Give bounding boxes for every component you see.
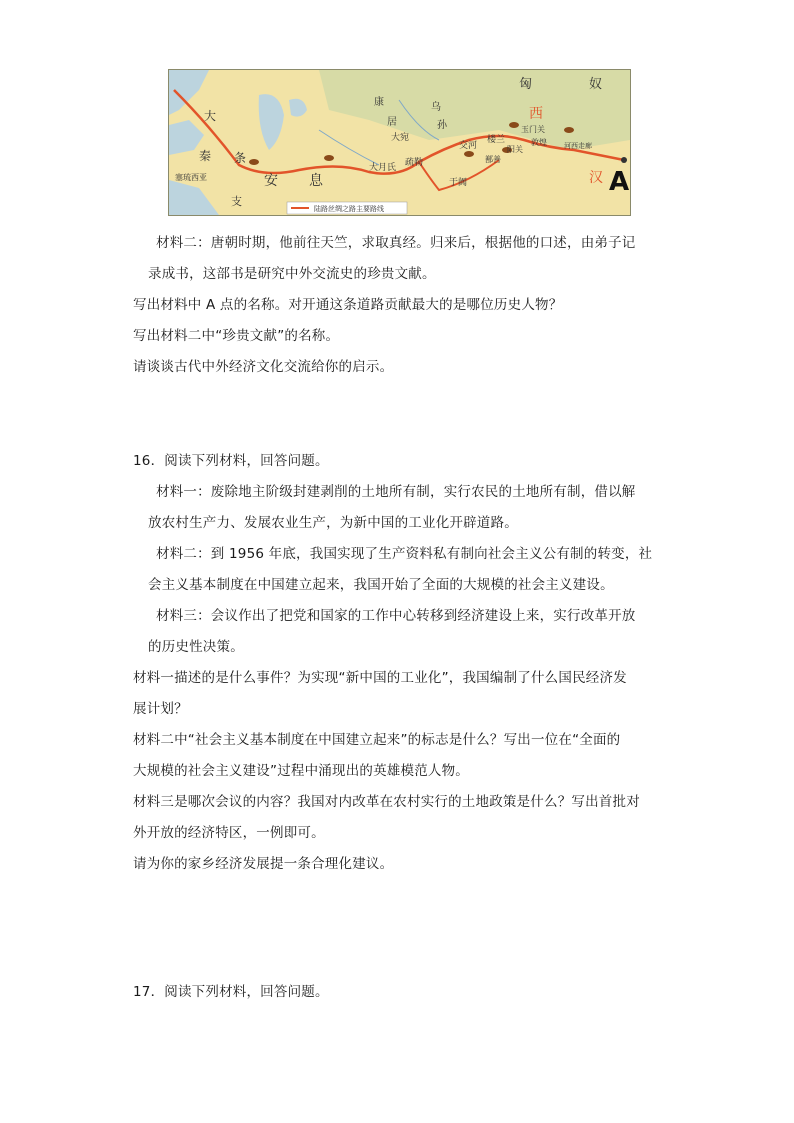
question-16-3-line-1: 材料三是哪次会议的内容？我国对内改革在农村实行的土地政策是什么？写出首批对 [133,794,640,810]
question-enlightenment: 请谈谈古代中外经济文化交流给你的启示。 [133,359,394,375]
label-xihan-xi: 西 [529,106,543,122]
point-a-marker [621,157,627,163]
label-shule: 疏勒 [405,158,424,168]
question-point-a: 写出材料中 A 点的名称。对开通这条道路贡献最大的是哪位历史人物？ [133,297,563,313]
paragraph-16-material-1-line-1: 材料一：废除地主阶级封建剥削的土地所有制，实行农民的土地所有制，借以解 [156,484,636,500]
label-qin: 秦 [199,149,212,163]
label-yutian: 于阗 [449,178,468,188]
label-jiaohe: 交河 [459,141,478,151]
label-loulan: 楼兰 [487,135,506,145]
question-16-1-line-1: 材料一描述的是什么事件？为实现“新中国的工业化”，我国编制了什么国民经济发 [133,670,627,686]
paragraph-16-material-2-line-2: 会主义基本制度在中国建立起来，我国开始了全面的大规模的社会主义建设。 [148,577,614,593]
label-tiao: 条 [234,151,247,165]
question-16-4: 请为你的家乡经济发展提一条合理化建议。 [133,856,394,872]
camel-icon [324,155,334,161]
camel-icon [464,151,474,157]
label-wusun-1: 乌 [431,102,441,113]
label-zhi: 支 [231,195,242,208]
camel-icon [249,159,259,165]
label-wusun-2: 孙 [437,120,447,131]
label-shanshan: 鄯善 [485,155,501,164]
label-dunhuang: 敦煌 [531,138,547,147]
label-dayuezhi: 大月氏 [369,163,397,173]
label-hexi: 河西走廊 [564,142,592,150]
label-da: 大 [204,109,217,123]
paragraph-16-material-3-line-1: 材料三：会议作出了把党和国家的工作中心转移到经济建设上来，实行改革开放 [156,608,636,624]
question-16-2-line-2: 大规模的社会主义建设”过程中涌现出的英雄模范人物。 [133,763,469,779]
paragraph-material-two-line-2: 录成书，这部书是研究中外交流史的珍贵文献。 [148,266,436,282]
label-xi: 息 [309,173,323,189]
paragraph-material-two-line-1: 材料二：唐朝时期，他前往天竺，求取真经。归来后，根据他的口述，由弟子记 [156,235,636,251]
question-16-2-line-1: 材料二中“社会主义基本制度在中国建立起来”的标志是什么？写出一位在“全面的 [133,732,621,748]
label-yangguan: 阳关 [507,145,523,154]
label-kangju-1: 康 [374,97,384,108]
paragraph-16-material-2-line-1: 材料二：到 1956 年底，我国实现了生产资料私有制向社会主义公有制的转变，社 [156,546,653,562]
question-17-heading: 17．阅读下列材料，回答问题。 [133,984,329,1000]
paragraph-16-material-3-line-2: 的历史性决策。 [148,639,244,655]
label-xiongnu-1: 匈 [519,77,533,92]
label-an: 安 [264,173,278,189]
camel-icon [564,127,574,133]
label-xihan-han: 汉 [589,170,603,186]
label-sailingshan: 塞琉西亚 [175,173,207,182]
legend-label: 陆路丝绸之路主要路线 [314,205,384,213]
silk-road-map [168,69,631,216]
question-16-1-line-2: 展计划？ [133,701,188,717]
question-16-heading: 16．阅读下列材料，回答问题。 [133,453,329,469]
question-16-3-line-2: 外开放的经济特区，一例即可。 [133,825,325,841]
camel-icon [509,122,519,128]
label-yumenguan: 玉门关 [521,125,545,134]
label-point-a: A [609,167,630,197]
paragraph-16-material-1-line-2: 放农村生产力、发展农业生产，为新中国的工业化开辟道路。 [148,515,518,531]
map-svg [169,70,630,215]
label-xiongnu-2: 奴 [589,77,603,92]
label-dawan: 大宛 [391,133,410,143]
label-kangju-2: 居 [387,117,397,128]
question-document-name: 写出材料二中“珍贵文献”的名称。 [133,328,340,344]
